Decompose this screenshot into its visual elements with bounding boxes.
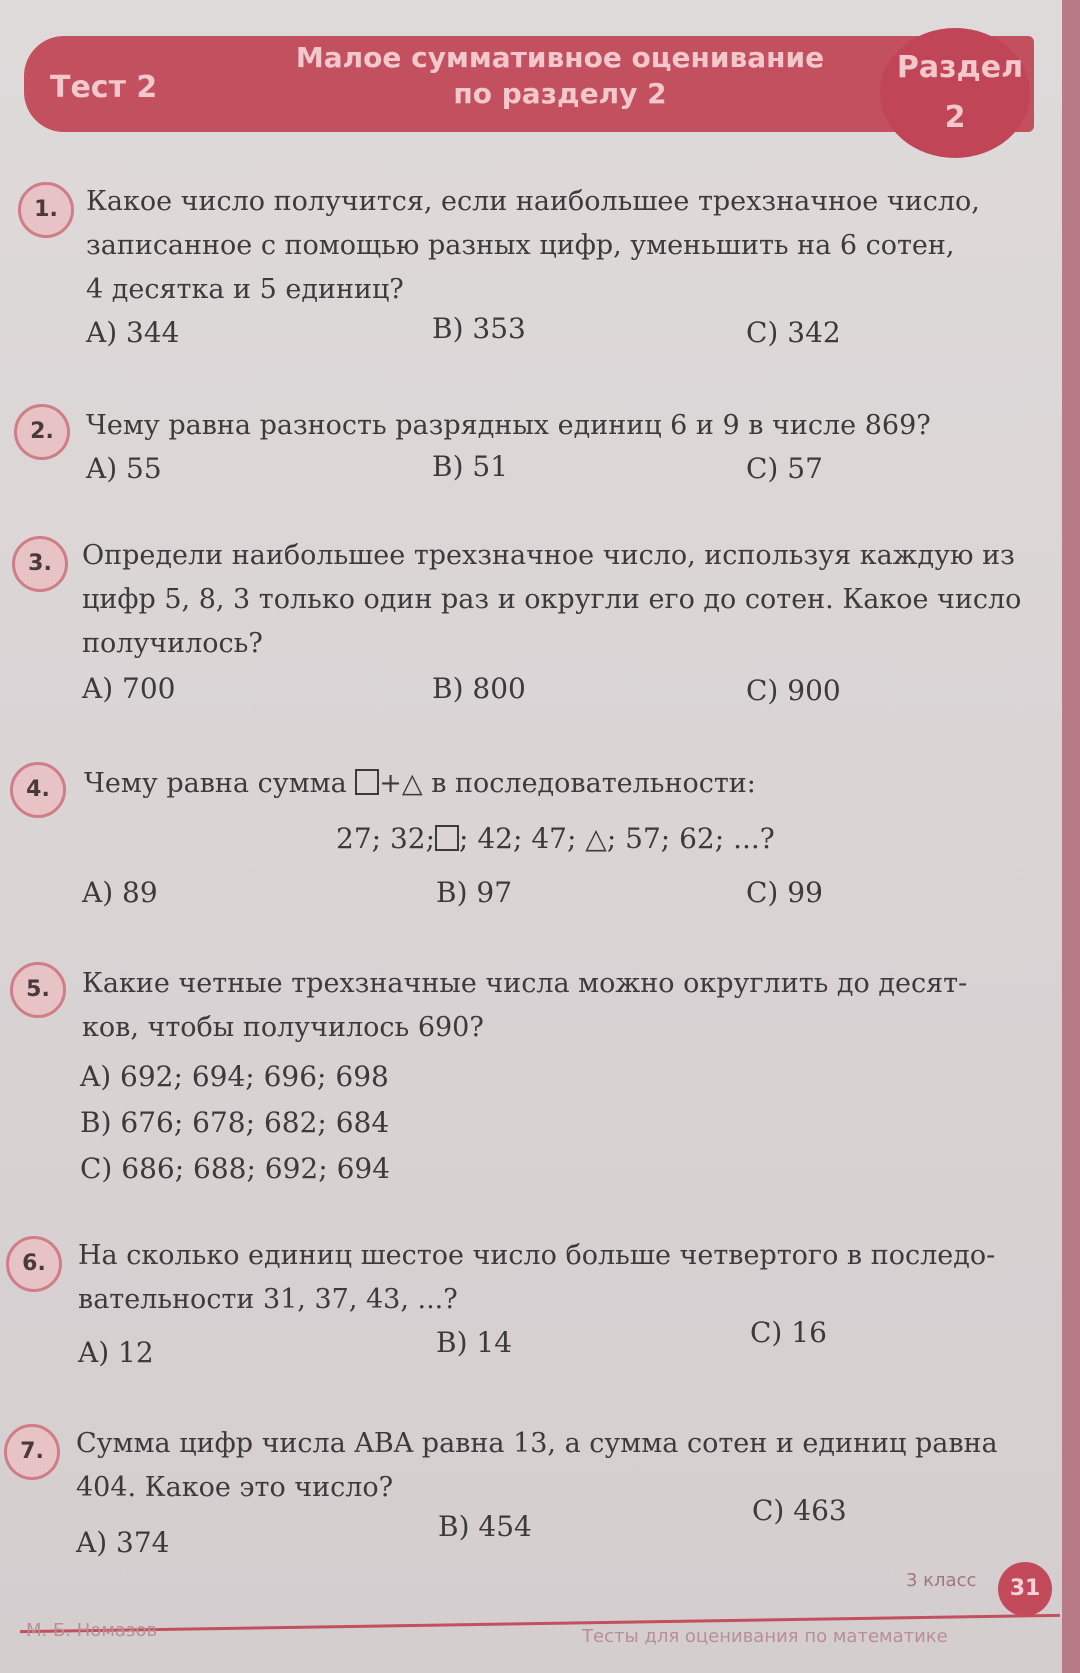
question-number-2: 2.	[14, 404, 70, 460]
question-6-option-a: A) 12	[78, 1336, 154, 1369]
question-4-text-end: в последовательности:	[431, 768, 756, 799]
question-2-option-a: A) 55	[86, 452, 162, 485]
question-5-option-c: C) 686; 688; 692; 694	[80, 1152, 391, 1185]
question-7-option-b: B) 454	[438, 1510, 532, 1543]
question-number-3: 3.	[12, 536, 68, 592]
question-4-option-a: A) 89	[82, 876, 158, 909]
header-title-line2: по разделу 2	[453, 77, 667, 110]
question-1-line-2: записанное с помощью разных цифр, уменьшить на 6 сотен,	[86, 230, 955, 261]
square-placeholder-icon	[435, 825, 459, 851]
author-name: М. Б. Номазов	[26, 1620, 158, 1641]
header-title	[200, 40, 920, 112]
question-4-option-c: C) 99	[746, 876, 823, 909]
question-5-option-a: A) 692; 694; 696; 698	[80, 1060, 389, 1093]
question-1-option-a: A) 344	[86, 316, 180, 349]
question-4-option-b: B) 97	[436, 876, 513, 909]
question-2-line-1: Чему равна разность разрядных единиц 6 и 9 в числе 869?	[86, 410, 931, 441]
question-4-sequence	[336, 822, 775, 855]
question-3-option-a: A) 700	[82, 672, 176, 705]
question-number-6: 6.	[6, 1236, 62, 1292]
question-number-5: 5.	[10, 962, 66, 1018]
question-5-option-b: B) 676; 678; 682; 684	[80, 1106, 390, 1139]
question-5-line-1: Какие четные трехзначные числа можно округлить до десят-	[82, 968, 968, 999]
section-badge	[880, 28, 1030, 158]
question-text-7	[76, 1422, 998, 1510]
question-7-option-a: A) 374	[76, 1526, 170, 1559]
question-number-7: 7.	[4, 1424, 60, 1480]
grade-label: 3 класс	[906, 1570, 977, 1591]
question-6-line-2: вательности 31, 37, 43, ...?	[78, 1284, 458, 1315]
question-number-1: 1.	[18, 182, 74, 238]
question-6-option-c: C) 16	[750, 1316, 827, 1349]
question-7-option-c: C) 463	[752, 1494, 847, 1527]
question-number-4: 4.	[10, 762, 66, 818]
test-label: Тест 2	[50, 70, 158, 105]
sequence-start: 27; 32;	[336, 822, 436, 855]
section-number: 2	[944, 100, 966, 135]
question-1-line-3: 4 десятка и 5 единиц?	[86, 274, 404, 305]
question-2-option-c: C) 57	[746, 452, 823, 485]
section-label: Раздел	[896, 50, 1024, 85]
page-number: 31	[998, 1562, 1052, 1616]
square-symbol-icon	[355, 769, 379, 795]
question-5-line-2: ков, чтобы получилось 690?	[82, 1012, 484, 1043]
question-text-5	[82, 962, 967, 1050]
book-title: Тесты для оценивания по математике	[582, 1626, 948, 1647]
question-2-option-b: B) 51	[432, 450, 509, 483]
question-4-text-start: Чему равна сумма	[84, 768, 347, 799]
question-6-line-1: На сколько единиц шестое число больше четвертого в последо-	[78, 1240, 996, 1271]
question-3-line-2: цифр 5, 8, 3 только один раз и округли его до сотен. Какое число	[82, 584, 1022, 615]
question-3-line-3: получилось?	[82, 628, 263, 659]
question-text-1	[86, 180, 980, 312]
header-title-line1: Малое суммативное оценивание	[295, 41, 825, 74]
question-3-option-c: C) 900	[746, 674, 841, 707]
plus-sign: +	[379, 768, 402, 799]
question-3-line-1: Определи наибольшее трехзначное число, используя каждую из	[82, 540, 1015, 571]
question-text-6	[78, 1234, 995, 1322]
question-1-option-c: C) 342	[746, 316, 841, 349]
triangle-symbol: △	[401, 768, 423, 799]
question-text-3	[82, 534, 1021, 666]
question-text-4	[84, 762, 756, 806]
question-6-option-b: B) 14	[436, 1326, 513, 1359]
sequence-end: ; 42; 47; △; 57; 62; ...?	[459, 822, 775, 855]
question-7-line-1: Сумма цифр числа ABA равна 13, а сумма сотен и единиц равна	[76, 1428, 998, 1459]
question-1-line-1: Какое число получится, если наибольшее трехзначное число,	[86, 186, 980, 217]
question-text-2	[86, 404, 931, 448]
page-edge-strip	[1062, 0, 1080, 1673]
question-7-line-2: 404. Какое это число?	[76, 1472, 394, 1503]
question-1-option-b: B) 353	[432, 312, 526, 345]
question-3-option-b: B) 800	[432, 672, 526, 705]
